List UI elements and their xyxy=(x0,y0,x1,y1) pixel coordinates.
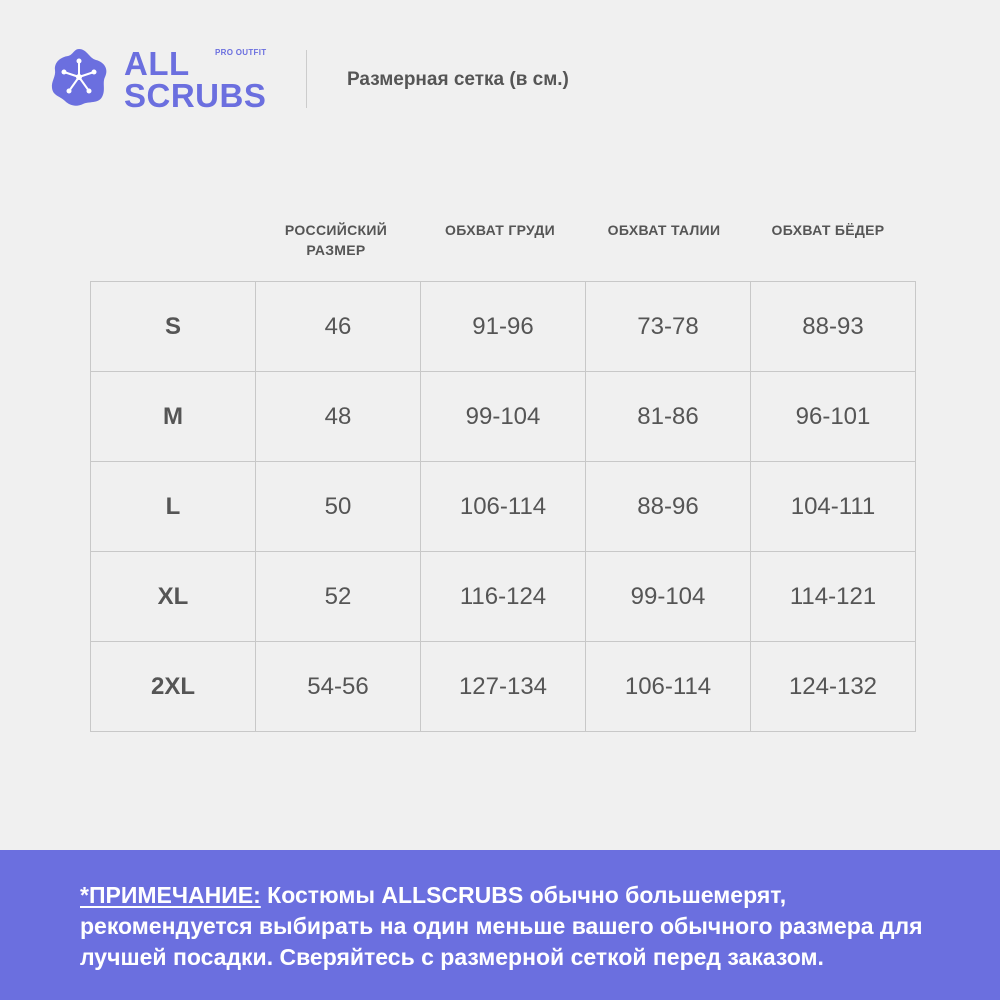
column-header-waist: ОБХВАТ ТАЛИИ xyxy=(607,222,721,238)
table-row xyxy=(91,372,916,462)
hips-value: 96-101 xyxy=(751,372,916,462)
note-banner xyxy=(0,850,1000,1000)
column-headers xyxy=(90,220,910,270)
chest-value: 116-124 xyxy=(421,552,586,642)
ru-size-value: 54-56 xyxy=(256,642,421,732)
brand-tagline: PRO OUTFIT xyxy=(215,48,267,57)
hips-value: 88-93 xyxy=(751,282,916,372)
note-body: Костюмы ALLSCRUBS обычно большемерят, рекомендуется выбирать на один меньше вашего обычного размера для лучшей посадки. Сверяйтесь с размерной сеткой перед заказом. xyxy=(80,882,923,970)
table-row xyxy=(91,462,916,552)
column-header-hips: ОБХВАТ БЁДЕР xyxy=(771,222,885,238)
brand-logo xyxy=(124,44,284,114)
table-row xyxy=(91,282,916,372)
ru-size-value: 50 xyxy=(256,462,421,552)
header-divider xyxy=(306,50,307,108)
ru-size-value: 48 xyxy=(256,372,421,462)
hips-value: 104-111 xyxy=(751,462,916,552)
column-header-ru-size: РОССИЙСКИЙ РАЗМЕР xyxy=(284,222,388,258)
note-prefix: *ПРИМЕЧАНИЕ: xyxy=(80,882,261,908)
size-label: M xyxy=(91,372,256,462)
table-row xyxy=(91,552,916,642)
header xyxy=(48,44,648,114)
brand-name-line2: SCRUBS xyxy=(124,77,267,114)
size-label: L xyxy=(91,462,256,552)
chest-value: 99-104 xyxy=(421,372,586,462)
hips-value: 114-121 xyxy=(751,552,916,642)
chest-value: 106-114 xyxy=(421,462,586,552)
size-table xyxy=(90,281,916,732)
waist-value: 81-86 xyxy=(586,372,751,462)
column-header-chest: ОБХВАТ ГРУДИ xyxy=(445,222,555,238)
ru-size-value: 46 xyxy=(256,282,421,372)
page-title: Размерная сетка (в см.) xyxy=(347,69,569,90)
waist-value: 99-104 xyxy=(586,552,751,642)
hips-value: 124-132 xyxy=(751,642,916,732)
chest-value: 91-96 xyxy=(421,282,586,372)
brand-name-line1: ALL xyxy=(124,45,190,82)
note-text xyxy=(80,880,940,973)
size-label: 2XL xyxy=(91,642,256,732)
size-label: S xyxy=(91,282,256,372)
flower-logo-icon xyxy=(48,46,110,108)
waist-value: 106-114 xyxy=(586,642,751,732)
table-row xyxy=(91,642,916,732)
size-label: XL xyxy=(91,552,256,642)
waist-value: 73-78 xyxy=(586,282,751,372)
chest-value: 127-134 xyxy=(421,642,586,732)
waist-value: 88-96 xyxy=(586,462,751,552)
ru-size-value: 52 xyxy=(256,552,421,642)
